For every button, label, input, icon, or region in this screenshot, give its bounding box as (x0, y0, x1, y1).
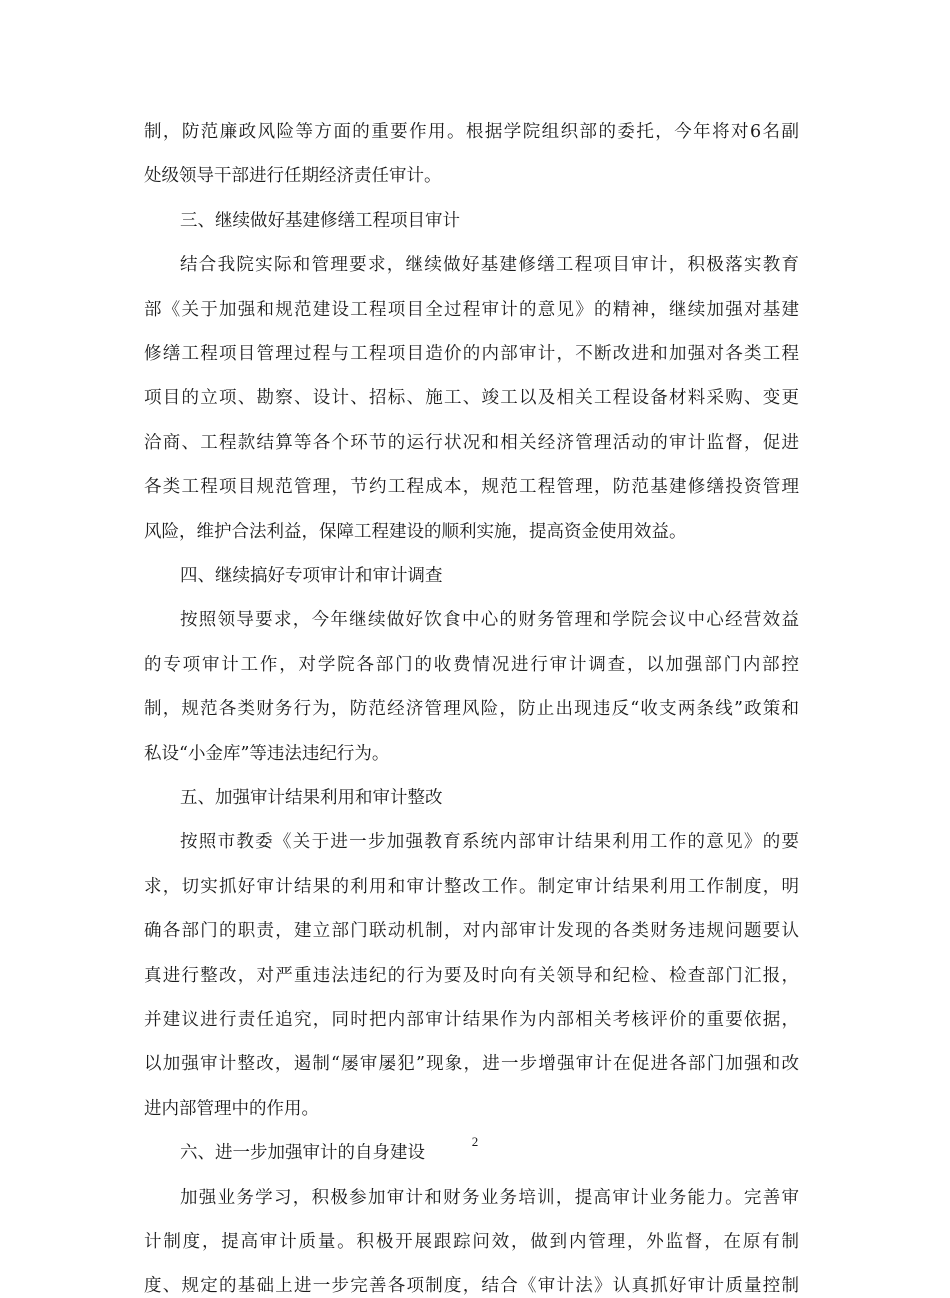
body-text-line: 处级领导干部进行任期经济责任审计。 (144, 166, 442, 187)
body-text-line: 求，切实抓好审计结果的利用和审计整改工作。制定审计结果利用工作制度，明 (144, 876, 799, 897)
body-text-line: 真进行整改，对严重违法违纪的行为要及时向有关领导和纪检、检查部门汇报， (144, 965, 799, 986)
body-text-line: 进内部管理中的作用。 (144, 1098, 319, 1119)
body-text-line: 确各部门的职责，建立部门联动机制，对内部审计发现的各类财务违规问题要认 (144, 921, 799, 942)
body-text-line: 计制度，提高审计质量。积极开展跟踪问效，做到内管理，外监督，在原有制 (144, 1232, 799, 1252)
section-heading: 六、进一步加强审计的自身建设 (180, 1143, 425, 1164)
body-text-line: 各类工程项目规范管理，节约工程成本，规范工程管理，防范基建修缮投资管理 (144, 477, 799, 498)
body-text-line: 按照领导要求，今年继续做好饮食中心的财务管理和学院会议中心经营效益 (180, 610, 799, 631)
body-text-line: 项目的立项、勘察、设计、招标、施工、竣工以及相关工程设备材料采购、变更 (144, 388, 799, 409)
body-text-line: 度、规定的基础上进一步完善各项制度，结合《审计法》认真抓好审计质量控制 (144, 1276, 799, 1297)
body-text-line: 风险，维护合法利益，保障工程建设的顺利实施，提高资金使用效益。 (144, 521, 687, 542)
page-number: 2 (471, 1134, 479, 1149)
body-text-line: 私设“小金库”等违法违纪行为。 (144, 743, 390, 764)
section-heading: 四、继续搞好专项审计和审计调查 (180, 566, 443, 586)
body-text-line: 洽商、工程款结算等各个环节的运行状况和相关经济管理活动的审计监督，促进 (144, 432, 799, 453)
body-text-line: 并建议进行责任追究，同时把内部审计结果作为内部相关考核评价的重要依据， (144, 1010, 799, 1030)
body-text-line: 结合我院实际和管理要求，继续做好基建修缮工程项目审计，积极落实教育 (180, 255, 799, 276)
body-text-line: 制，防范廉政风险等方面的重要作用。根据学院组织部的委托，今年将对6名副 (144, 122, 799, 142)
body-text-line: 部《关于加强和规范建设工程项目全过程审计的意见》的精神，继续加强对基建 (144, 299, 799, 320)
body-text-line: 的专项审计工作，对学院各部门的收费情况进行审计调查，以加强部门内部控 (144, 654, 799, 675)
body-text-line: 以加强审计整改，遏制“屡审屡犯”现象，进一步增强审计在促进各部门加强和改 (144, 1054, 799, 1075)
section-heading: 五、加强审计结果利用和审计整改 (180, 788, 443, 808)
body-text-line: 制，规范各类财务行为，防范经济管理风险，防止出现违反“收支两条线”政策和 (144, 699, 799, 720)
body-text-line: 修缮工程项目管理过程与工程项目造价的内部审计，不断改进和加强对各类工程 (144, 344, 799, 364)
section-heading: 三、继续做好基建修缮工程项目审计 (180, 210, 460, 231)
body-text-line: 按照市教委《关于进一步加强教育系统内部审计结果利用工作的意见》的要 (180, 832, 799, 853)
body-text-line: 加强业务学习，积极参加审计和财务业务培训，提高审计业务能力。完善审 (180, 1187, 799, 1208)
